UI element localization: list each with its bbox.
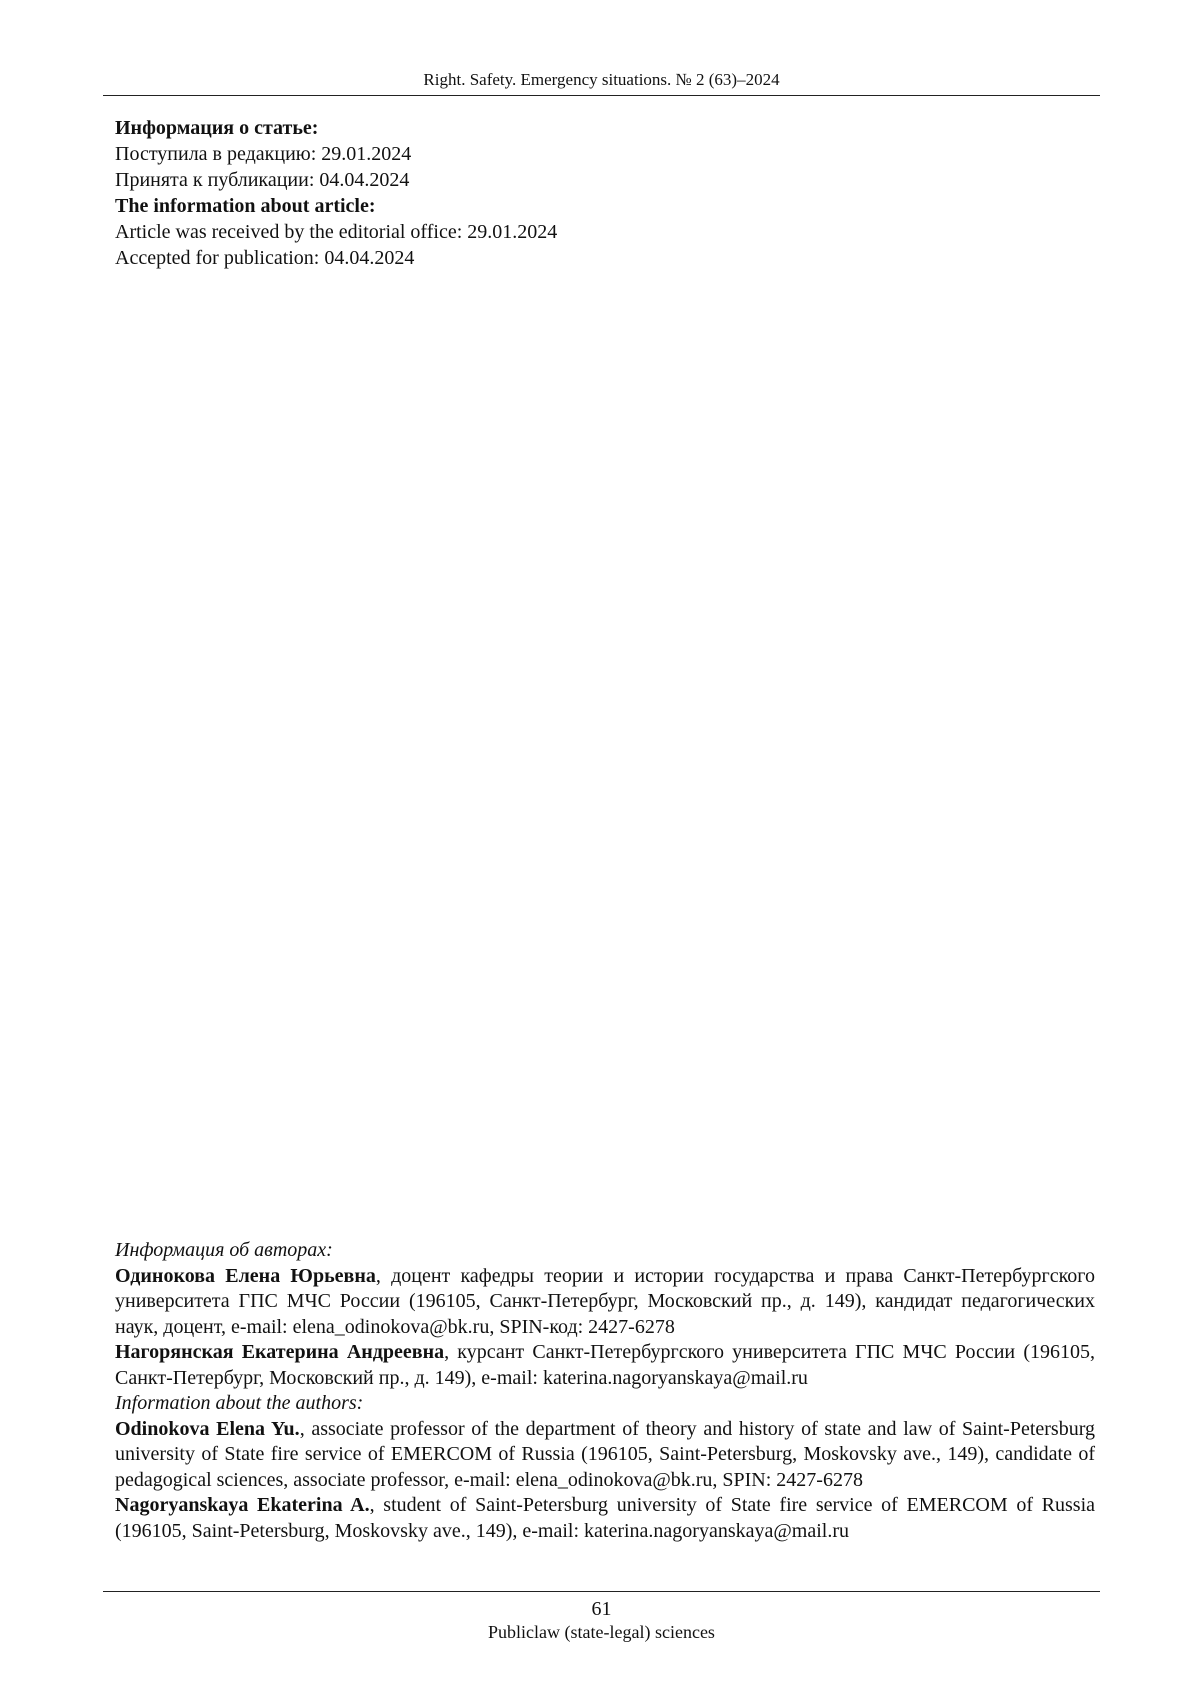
author-details: , student of Saint-Petersburg university of State fire service of EMERCOM of Russia (196105, Saint-Petersburg, Moskovsky ave., 149), e-mail: katerina.nagoryanskaya@mail.ru <box>115 1494 1095 1542</box>
author-name: Нагорянская Екатерина Андреевна <box>115 1341 445 1363</box>
author-name: Nagoryanskaya Ekaterina A. <box>115 1494 370 1516</box>
received-date-en: Article was received by the editorial office: 29.01.2024 <box>115 221 558 243</box>
page-number: 61 <box>591 1598 612 1620</box>
article-info-heading-en: The information about article: <box>115 195 376 217</box>
accepted-date-ru: Принята к публикации: 04.04.2024 <box>115 169 410 191</box>
authors-info-block <box>115 1238 1095 1544</box>
author-details: , доцент кафедры теории и истории государства и права Санкт-Петербургского университета ГПС МЧС России (196105, Санкт-Петербург, Московский пр., д. 149), кандидат педагогических наук, доцент, e-mail: elena_odinokova@bk.ru, SPIN-код: 2427-6278 <box>115 1264 1095 1338</box>
author-details: , associate professor of the department of theory and history of state and law of Saint-Petersburg university of State fire service of EMERCOM of Russia (196105, Saint-Petersburg, Moskovsky ave., 149), candidate of pedagogical sciences, associate professor, e-mail: elena_odinokova@bk.ru, SPIN: 2427-6278 <box>115 1417 1096 1491</box>
authors-heading-ru: Информация об авторах: <box>115 1239 333 1261</box>
running-header: Right. Safety. Emergency situations. № 2 (63)–2024 <box>423 70 780 89</box>
authors-heading-en: Information about the authors: <box>115 1392 364 1414</box>
author-entry <box>115 1493 1095 1544</box>
author-entry <box>115 1417 1095 1494</box>
footer-rule <box>103 1591 1100 1592</box>
header-rule <box>103 95 1100 96</box>
section-name: Publiclaw (state-legal) sciences <box>488 1622 715 1642</box>
accepted-date-en: Accepted for publication: 04.04.2024 <box>115 247 415 269</box>
author-details: , курсант Санкт-Петербургского университета ГПС МЧС России (196105, Санкт-Петербург, Московский пр., д. 149), e-mail: katerina.nagoryanskaya@mail.ru <box>115 1341 1095 1389</box>
article-info-block <box>115 115 1095 271</box>
author-entry <box>115 1340 1095 1391</box>
author-entry <box>115 1264 1095 1341</box>
author-name: Одинокова Елена Юрьевна <box>115 1264 376 1287</box>
author-name: Odinokova Elena Yu. <box>115 1417 300 1440</box>
received-date-ru: Поступила в редакцию: 29.01.2024 <box>115 143 412 165</box>
article-info-heading-ru: Информация о статье: <box>115 117 319 139</box>
